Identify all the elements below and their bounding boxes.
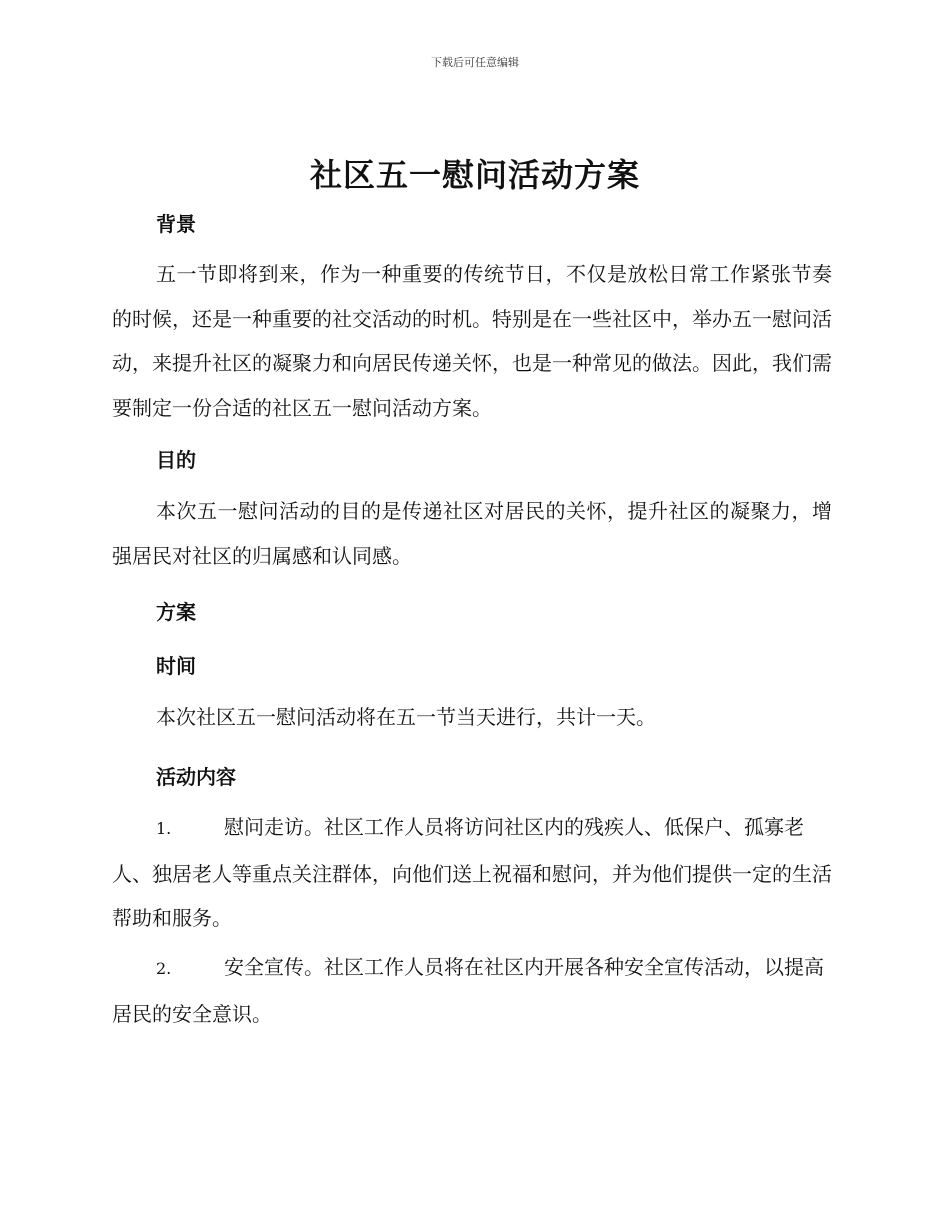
list-item-text: 慰问走访。社区工作人员将访问社区内的残疾人、低保户、孤寡老人、独居老人等重点关注群体，向他们送上祝福和慰问，并为他们提供一定的生活帮助和服务。 bbox=[112, 815, 832, 930]
header-note: 下载后可任意编辑 bbox=[431, 56, 519, 69]
list-item bbox=[112, 805, 832, 941]
heading-purpose: 目的 bbox=[156, 448, 196, 472]
heading-time: 时间 bbox=[156, 654, 196, 678]
paragraph-background: 五一节即将到来，作为一种重要的传统节日，不仅是放松日常工作紧张节奏的时候，还是一种重要的社交活动的时机。特别是在一些社区中，举办五一慰问活动，来提升社区的凝聚力和向居民传递关怀，也是一种常见的做法。因此，我们需要制定一份合适的社区五一慰问活动方案。 bbox=[112, 262, 832, 420]
heading-content: 活动内容 bbox=[156, 765, 236, 789]
paragraph-time: 本次社区五一慰问活动将在五一节当天进行，共计一天。 bbox=[156, 705, 656, 729]
list-item-number: 1. bbox=[156, 819, 172, 838]
document-title: 社区五一慰问活动方案 bbox=[309, 156, 640, 194]
list-item-number: 2. bbox=[156, 959, 172, 978]
heading-background: 背景 bbox=[156, 212, 196, 236]
list-item-text: 安全宣传。社区工作人员将在社区内开展各种安全宣传活动，以提高居民的安全意识。 bbox=[112, 955, 824, 1026]
paragraph-purpose: 本次五一慰问活动的目的是传递社区对居民的关怀，提升社区的凝聚力，增强居民对社区的归属感和认同感。 bbox=[112, 499, 832, 568]
list-item bbox=[112, 945, 832, 1036]
heading-plan: 方案 bbox=[156, 600, 196, 624]
